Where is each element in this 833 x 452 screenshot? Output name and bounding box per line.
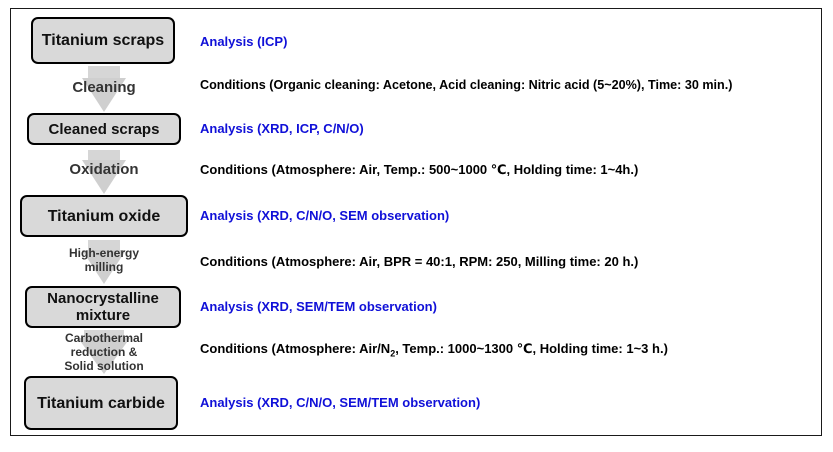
node-label: Nanocrystalline mixture (47, 290, 159, 324)
node-titanium-oxide (20, 195, 188, 237)
conditions-text: Conditions (Atmosphere: Air, BPR = 40:1, RPM: 250, Milling time: 20 h.) (200, 254, 639, 269)
process-cleaning: Cleaning (72, 79, 136, 96)
analysis-text: Analysis (XRD, C/N/O, SEM/TEM observation) (200, 395, 481, 410)
process-line: Solid solution (64, 359, 144, 373)
conditions-text (200, 341, 668, 359)
process-carbothermal-reduction (44, 331, 164, 373)
analysis-text: Analysis (XRD, SEM/TEM observation) (200, 299, 437, 314)
node-label: Cleaned scraps (48, 120, 160, 138)
node-titanium-scraps (31, 17, 175, 64)
node-label: Titanium oxide (47, 207, 161, 225)
conditions-part: , Temp.: 1000~1300 ℃, Holding time: 1~3 h.) (395, 341, 668, 356)
node-cleaned-scraps (27, 113, 181, 145)
conditions-text: Conditions (Atmosphere: Air, Temp.: 500~1000 ℃, Holding time: 1~4h.) (200, 162, 639, 177)
process-line: High-energy (68, 246, 139, 260)
node-nanocrystalline-mixture (25, 286, 181, 328)
node-label: Titanium scraps (41, 32, 165, 49)
conditions-part: Conditions (Atmosphere: Air/N (200, 341, 391, 356)
process-high-energy-milling (44, 246, 164, 274)
analysis-text: Analysis (XRD, C/N/O, SEM observation) (200, 208, 450, 223)
process-line: Carbothermal (64, 331, 144, 345)
node-titanium-carbide (24, 376, 178, 430)
process-oxidation: Oxidation (69, 161, 139, 178)
process-line: reduction & (70, 345, 138, 359)
subscript: 2 (390, 348, 396, 359)
analysis-text: Analysis (XRD, ICP, C/N/O) (200, 121, 364, 136)
conditions-text: Conditions (Organic cleaning: Acetone, Acid cleaning: Nitric acid (5~20%), Time: 30 min.) (200, 78, 733, 92)
analysis-text: Analysis (ICP) (200, 34, 288, 49)
node-label: Titanium carbide (37, 394, 165, 412)
process-line: milling (84, 260, 124, 274)
